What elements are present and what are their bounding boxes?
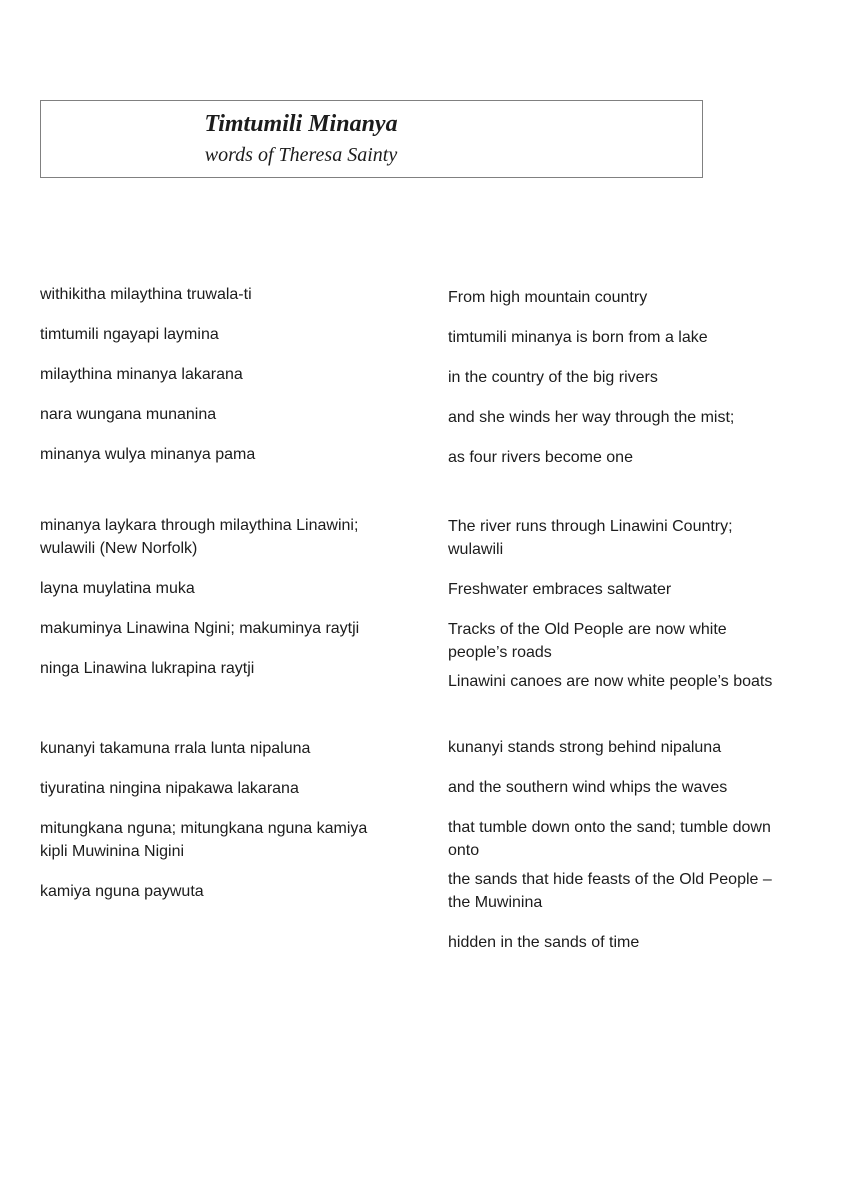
verse-line: makuminya Linawina Ngini; makuminya raytji	[40, 620, 360, 637]
verse-paragraph	[40, 617, 442, 640]
verse-paragraph	[40, 880, 442, 903]
verse-paragraph	[40, 737, 442, 760]
translation-paragraph	[448, 406, 818, 429]
verse-line: wulawili (New Norfolk)	[40, 540, 198, 557]
translation-paragraph	[448, 816, 818, 862]
verse-line: layna muylatina muka	[40, 580, 195, 597]
translation-line: Linawini canoes are now white people’s boats	[448, 673, 773, 690]
translation-paragraph	[448, 326, 818, 349]
translation-line: in the country of the big rivers	[448, 369, 658, 386]
translation-line: the Muwinina	[448, 894, 543, 911]
verse-line: timtumili ngayapi laymina	[40, 326, 219, 343]
verse-line: mitungkana nguna; mitungkana nguna kamiya	[40, 820, 368, 837]
translation-paragraph	[448, 515, 818, 561]
verse-paragraph	[40, 443, 442, 466]
translation-paragraph	[448, 366, 818, 389]
left-stanza-1	[40, 283, 442, 483]
translation-line: Freshwater embraces saltwater	[448, 581, 672, 598]
verse-paragraph	[40, 657, 442, 680]
translation-line: that tumble down onto the sand; tumble down	[448, 819, 771, 836]
translation-paragraph	[448, 578, 818, 601]
translation-line: onto	[448, 842, 480, 859]
verse-line: milaythina minanya lakarana	[40, 366, 243, 383]
translation-line: kunanyi stands strong behind nipaluna	[448, 739, 722, 756]
translation-paragraph	[448, 776, 818, 799]
translation-line: From high mountain country	[448, 289, 648, 306]
verse-paragraph	[40, 363, 442, 386]
verse-line: minanya laykara through milaythina Linawini;	[40, 517, 359, 534]
verse-paragraph	[40, 577, 442, 600]
translation-line: timtumili minanya is born from a lake	[448, 329, 708, 346]
left-stanza-3	[40, 737, 442, 920]
page-subtitle: words of Theresa Sainty	[204, 144, 398, 166]
verse-paragraph	[40, 403, 442, 426]
verse-paragraph	[40, 283, 442, 306]
translation-line: wulawili	[448, 541, 504, 558]
translation-paragraph	[448, 736, 818, 759]
page-title: Timtumili Minanya	[204, 111, 398, 137]
right-stanza-2	[448, 515, 818, 710]
translation-line: The river runs through Linawini Country;	[448, 518, 733, 535]
verse-line: kipli Muwinina Nigini	[40, 843, 185, 860]
title-box	[40, 100, 703, 178]
verse-paragraph	[40, 777, 442, 800]
title-box-content	[41, 101, 561, 168]
translation-line: and she winds her way through the mist;	[448, 409, 735, 426]
translation-line: Tracks of the Old People are now white	[448, 621, 727, 638]
verse-paragraph	[40, 817, 442, 863]
translation-line: and the southern wind whips the waves	[448, 779, 728, 796]
verse-line: minanya wulya minanya pama	[40, 446, 256, 463]
left-stanza-2	[40, 514, 442, 697]
right-stanza-1	[448, 286, 818, 486]
translation-paragraph	[448, 931, 818, 954]
verse-paragraph	[40, 323, 442, 346]
translation-paragraph	[448, 670, 818, 693]
verse-line: kunanyi takamuna rrala lunta nipaluna	[40, 740, 311, 757]
verse-line: nara wungana munanina	[40, 406, 217, 423]
right-stanza-3	[448, 736, 818, 971]
verse-line: withikitha milaythina truwala-ti	[40, 286, 252, 303]
translation-line: the sands that hide feasts of the Old People –	[448, 871, 772, 888]
translation-paragraph	[448, 618, 818, 664]
translation-line: people’s roads	[448, 644, 552, 661]
translation-line: hidden in the sands of time	[448, 934, 640, 951]
verse-line: ninga Linawina lukrapina raytji	[40, 660, 255, 677]
verse-line: kamiya nguna paywuta	[40, 883, 204, 900]
translation-paragraph	[448, 286, 818, 309]
verse-paragraph	[40, 514, 442, 560]
translation-paragraph	[448, 868, 818, 914]
verse-line: tiyuratina ningina nipakawa lakarana	[40, 780, 299, 797]
translation-line: as four rivers become one	[448, 449, 633, 466]
translation-paragraph	[448, 446, 818, 469]
